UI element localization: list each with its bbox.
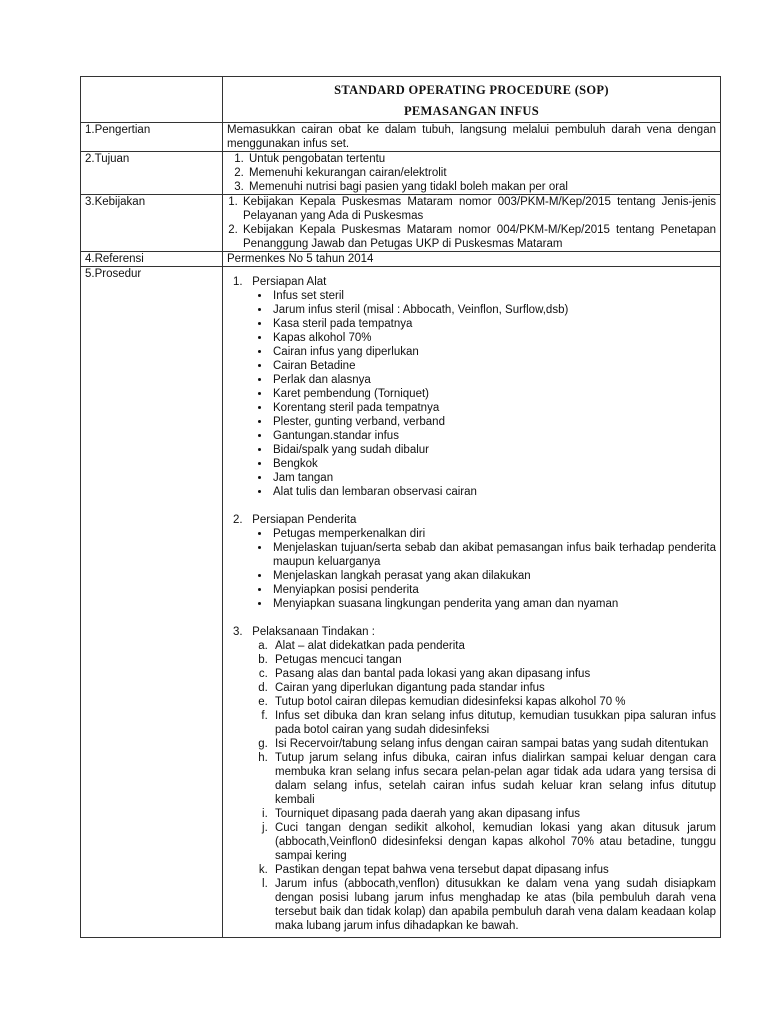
header-title-cell (223, 77, 721, 123)
list-item: • Perlak dan alasnya (271, 373, 716, 387)
cell-tujuan (223, 152, 721, 195)
list-item: • Alat tulis dan lembaran observasi cairan (271, 485, 716, 499)
row-referensi (81, 252, 721, 267)
list-item: 1. Kebijakan Kepala Puskesmas Mataram nomor 003/PKM-M/Kep/2015 tentang Jenis-jenis Pelayanan yang Ada di Puskesmas (241, 195, 716, 223)
list-item: 3. Memenuhi nutrisi bagi pasien yang tidakl boleh makan per oral (247, 180, 716, 194)
list-item: • Infus set steril (271, 289, 716, 303)
list-item: d. Cairan yang diperlukan digantung pada standar infus (271, 681, 716, 695)
list-item: f. Infus set dibuka dan kran selang infus ditutup, kemudian tusukkan pipa saluran infus pada botol cairan yang sudah didesinfeksi (271, 709, 716, 737)
list-item: k. Pastikan dengan tepat bahwa vena tersebut dapat dipasang infus (271, 863, 716, 877)
list-item: j. Cuci tangan dengan sedikit alkohol, kemudian lokasi yang akan ditusuk jarum (abbocath,Veinflon0 didesinfeksi dengan kapas alkohol 70% atau betadine, tunggu sampai kering (271, 821, 716, 863)
section-persiapan-penderita (227, 513, 716, 611)
label-prosedur: 5.Prosedur (81, 267, 223, 938)
list-item: • Menyiapkan posisi penderita (271, 583, 716, 597)
cell-prosedur (223, 267, 721, 938)
list-item: • Kapas alkohol 70% (271, 331, 716, 345)
list-item: e. Tutup botol cairan dilepas kemudian didesinfeksi kapas alkohol 70 % (271, 695, 716, 709)
label-pengertian: 1.Pengertian (81, 123, 223, 152)
sop-subtitle: PEMASANGAN INFUS (403, 104, 539, 118)
sop-title: STANDARD OPERATING PROCEDURE (SOP) (334, 83, 609, 97)
list-item: b. Petugas mencuci tangan (271, 653, 716, 667)
list-item: • Gantungan.standar infus (271, 429, 716, 443)
list-item: • Kasa steril pada tempatnya (271, 317, 716, 331)
pelaksanaan-tindakan-list (227, 639, 716, 933)
list-item: • Korentang steril pada tempatnya (271, 401, 716, 415)
list-item: • Cairan infus yang diperlukan (271, 345, 716, 359)
persiapan-penderita-list (227, 527, 716, 611)
persiapan-alat-list (227, 289, 716, 499)
kebijakan-list (227, 195, 716, 251)
list-item: 2. Memenuhi kekurangan cairan/elektrolit (247, 166, 716, 180)
header-row (81, 77, 721, 123)
list-item: • Menjelaskan langkah perasat yang akan dilakukan (271, 569, 716, 583)
list-item: a. Alat – alat didekatkan pada penderita (271, 639, 716, 653)
label-kebijakan: 3.Kebijakan (81, 195, 223, 252)
list-item: 2. Kebijakan Kepala Puskesmas Mataram nomor 004/PKM-M/Kep/2015 tentang Penetapan Penanggung Jawab dan Petugas UKP di Puskesmas Mataram (241, 223, 716, 251)
text-pengertian: Memasukkan cairan obat ke dalam tubuh, langsung melalui pembuluh darah vena dengan menggunakan infus set. (223, 123, 721, 152)
list-item: i. Tourniquet dipasang pada daerah yang akan dipasang infus (271, 807, 716, 821)
section-persiapan-alat (227, 275, 716, 499)
cell-kebijakan (223, 195, 721, 252)
row-kebijakan (81, 195, 721, 252)
list-item: • Karet pembendung (Torniquet) (271, 387, 716, 401)
section-title: 3. Pelaksanaan Tindakan : (233, 626, 375, 638)
list-item: • Menjelaskan tujuan/serta sebab dan akibat pemasangan infus baik terhadap penderita maupun keluarganya (271, 541, 716, 569)
text-referensi: Permenkes No 5 tahun 2014 (223, 252, 721, 267)
list-item: l. Jarum infus (abbocath,venflon) ditusukkan ke dalam vena yang sudah disiapkam dengan posisi lubang jarum infus menghadap ke atas (bila pembuluh darah vena tersebut baik dan tidak kolap) dan apabila pembuluh darah vena dalam keadaan kolap maka lubang jarum infus dihadapkan ke bawah. (271, 877, 716, 933)
section-title: 1. Persiapan Alat (233, 276, 327, 288)
list-item: • Plester, gunting verband, verband (271, 415, 716, 429)
section-pelaksanaan-tindakan (227, 625, 716, 933)
label-tujuan: 2.Tujuan (81, 152, 223, 195)
label-referensi: 4.Referensi (81, 252, 223, 267)
section-title: 2. Persiapan Penderita (233, 514, 357, 526)
header-empty-cell (81, 77, 223, 123)
list-item: • Jam tangan (271, 471, 716, 485)
list-item: c. Pasang alas dan bantal pada lokasi yang akan dipasang infus (271, 667, 716, 681)
row-tujuan (81, 152, 721, 195)
list-item: • Bidai/spalk yang sudah dibalur (271, 443, 716, 457)
list-item: 1. Untuk pengobatan tertentu (247, 152, 716, 166)
row-pengertian (81, 123, 721, 152)
tujuan-list (227, 152, 716, 194)
list-item: • Cairan Betadine (271, 359, 716, 373)
list-item: • Jarum infus steril (misal : Abbocath, Veinflon, Surflow,dsb) (271, 303, 716, 317)
sop-table (80, 76, 721, 938)
list-item: g. Isi Recervoir/tabung selang infus dengan cairan sampai batas yang sudah ditentukan (271, 737, 716, 751)
list-item: • Bengkok (271, 457, 716, 471)
list-item: • Menyiapkan suasana lingkungan penderita yang aman dan nyaman (271, 597, 716, 611)
list-item: h. Tutup jarum selang infus dibuka, cairan infus dialirkan sampai keluar dengan cara membuka kran selang infus secara pelan-pelan agar tidak ada udara yang tersisa di dalam selang infus, setelah cairan infus sudah keluar kran selang infus ditutup kembali (271, 751, 716, 807)
row-prosedur (81, 267, 721, 938)
list-item: • Petugas memperkenalkan diri (271, 527, 716, 541)
